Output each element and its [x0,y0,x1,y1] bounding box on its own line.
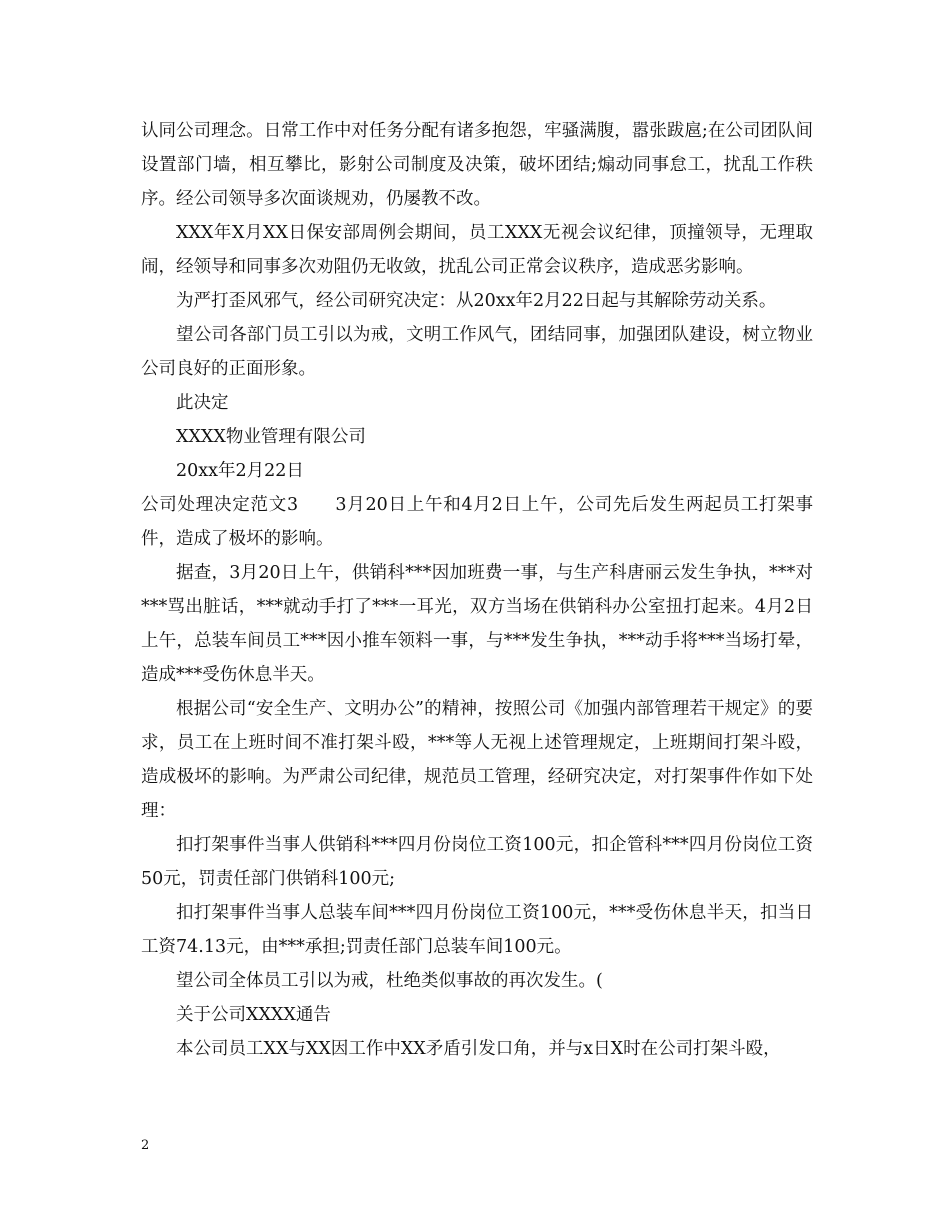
paragraph-15: 本公司员工XX与XX因工作中XX矛盾引发口角，并与x日X时在公司打架斗殴， [176,1039,781,1059]
paragraph-3: 为严打歪风邪气，经公司研究决定：从20xx年2月22日起与其解除劳动关系。 [176,291,777,311]
paragraph-12: 扣打架事件当事人总装车间***四月份岗位工资100元，***受伤休息半天，扣当日工资74.13元，由***承担;罚责任部门总装车间100元。 [141,903,813,957]
paragraph-7: 20xx年2月22日 [176,461,304,481]
paragraph-6: XXXX物业管理有限公司 [176,427,366,447]
paragraph-8: 公司处理决定范文3 3月20日上午和4月2日上午，公司先后发生两起员工打架事件，造成了极坏的影响。 [141,495,813,549]
paragraph-2: XXX年X月XX日保安部周例会期间，员工XXX无视会议纪律，顶撞领导，无理取闹，经领导和同事多次劝阻仍无收敛，扰乱公司正常会议秩序，造成恶劣影响。 [141,223,813,277]
paragraph-1: 认同公司理念。日常工作中对任务分配有诸多抱怨，牢骚满腹，嚣张跋扈;在公司团队间设置部门墙，相互攀比，影射公司制度及决策，破坏团结;煽动同事怠工，扰乱工作秩序。经公司领导多次面谈规劝，仍屡教不改。 [141,121,813,209]
paragraph-14: 关于公司XXXX通告 [176,1005,331,1025]
document-body [141,114,813,1066]
paragraph-10: 根据公司“安全生产、文明办公”的精神，按照公司《加强内部管理若干规定》的要求，员工在上班时间不准打架斗殴，***等人无视上述管理规定，上班期间打架斗殴，造成极坏的影响。为严肃公司纪律，规范员工管理，经研究决定，对打架事件作如下处理： [141,699,813,821]
paragraph-13: 望公司全体员工引以为戒，杜绝类似事故的再次发生。( [176,971,603,991]
paragraph-5: 此决定 [176,393,229,413]
paragraph-11: 扣打架事件当事人供销科***四月份岗位工资100元，扣企管科***四月份岗位工资50元，罚责任部门供销科100元; [141,835,813,889]
paragraph-9: 据查，3月20日上午，供销科***因加班费一事，与生产科唐丽云发生争执，***对***骂出脏话，***就动手打了***一耳光，双方当场在供销科办公室扭打起来。4月2日上午，总装车间员工***因小推车领料一事，与***发生争执，***动手将***当场打晕，造成***受伤休息半天。 [141,563,814,685]
page-number: 2 [141,1138,150,1153]
paragraph-4: 望公司各部门员工引以为戒，文明工作风气，团结同事，加强团队建设，树立物业公司良好的正面形象。 [141,325,813,379]
